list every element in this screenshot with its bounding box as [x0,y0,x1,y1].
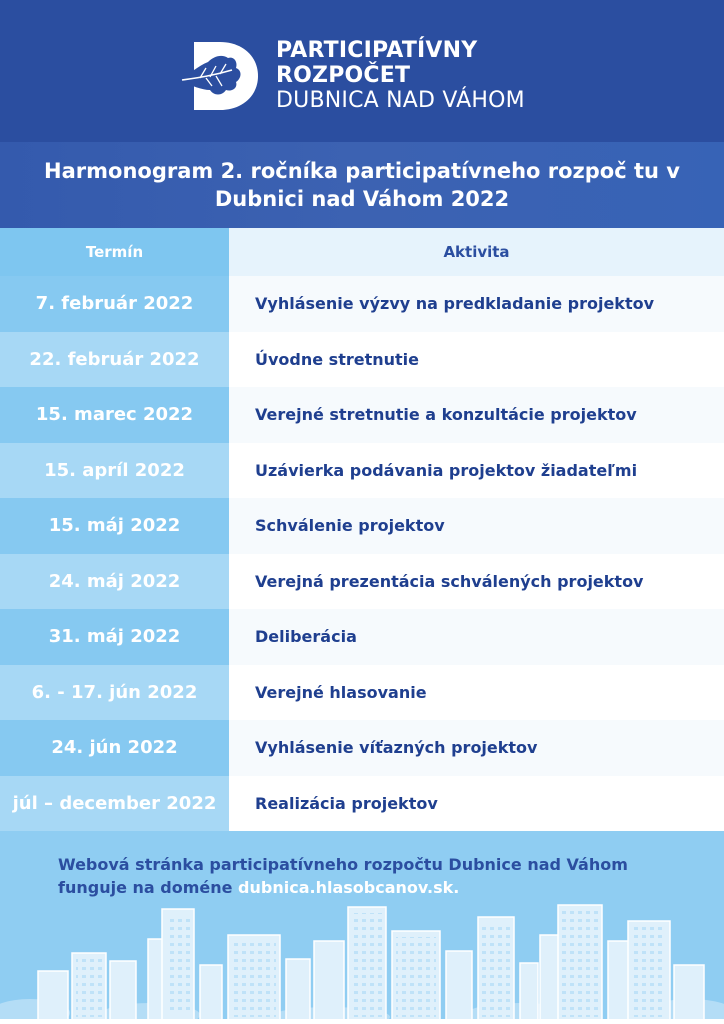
column-header-date: Termín [0,228,229,276]
table-row [0,776,724,832]
row-date: 15. máj 2022 [0,498,229,554]
page-title: Harmonogram 2. ročníka participatívneho rozpoč tu v Dubnici nad Váhom 2022 [44,159,680,211]
row-date: 15. apríl 2022 [0,443,229,499]
row-date: 6. - 17. jún 2022 [0,665,229,721]
row-date: 22. február 2022 [0,332,229,388]
row-date: 24. máj 2022 [0,554,229,610]
footer-text [58,853,698,899]
row-activity: Realizácia projektov [229,776,724,832]
table-row [0,609,724,665]
table-row [0,554,724,610]
schedule-table [0,228,724,831]
table-row [0,498,724,554]
row-date: 31. máj 2022 [0,609,229,665]
row-date: júl – december 2022 [0,776,229,832]
logo-line-rozpocet: ROZPOČET [276,63,411,88]
logo-line-participativny: PARTICIPATÍVNY [276,38,478,63]
row-date: 15. marec 2022 [0,387,229,443]
row-activity: Verejné hlasovanie [229,665,724,721]
row-activity: Vyhlásenie výzvy na predkladanie projektov [229,276,724,332]
table-row [0,332,724,388]
website-domain-link[interactable]: dubnica.hlasobcanov.sk. [238,878,460,897]
logo-text [276,38,525,114]
table-row [0,665,724,721]
footer-line1: Webová stránka participatívneho rozpočtu Dubnice nad Váhom [58,855,628,874]
table-row [0,276,724,332]
row-activity: Úvodne stretnutie [229,332,724,388]
table-row [0,387,724,443]
row-activity: Verejné stretnutie a konzultácie projektov [229,387,724,443]
title-band [0,142,724,228]
row-activity: Schválenie projektov [229,498,724,554]
table-row [0,443,724,499]
table-row [0,720,724,776]
footer-line2-prefix: funguje na doméne [58,878,239,897]
city-skyline-illustration [0,901,724,1024]
row-date: 24. jún 2022 [0,720,229,776]
footer [0,831,724,1024]
logo-d-oak-leaf-icon [176,40,262,112]
row-date: 7. február 2022 [0,276,229,332]
row-activity: Vyhlásenie víťazných projektov [229,720,724,776]
row-activity: Uzávierka podávania projektov žiadateľmi [229,443,724,499]
table-header [0,228,724,276]
column-header-activity: Aktivita [229,228,724,276]
header [0,0,724,142]
row-activity: Verejná prezentácia schválených projektov [229,554,724,610]
logo-line-city: DUBNICA NAD VÁHOM [276,88,525,113]
row-activity: Deliberácia [229,609,724,665]
